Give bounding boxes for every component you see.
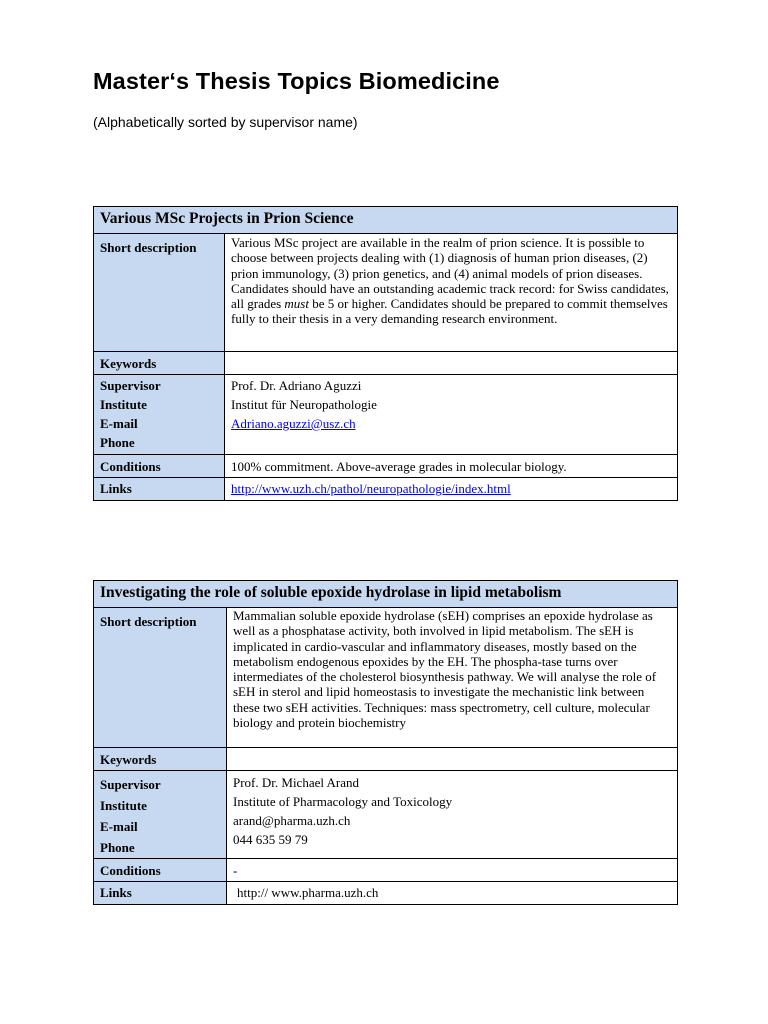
topic-heading: Investigating the role of soluble epoxide hydrolase in lipid metabolism (94, 581, 678, 608)
supervisor-values (227, 771, 678, 859)
conditions-row (94, 859, 678, 882)
label-keywords (94, 748, 227, 771)
links-row (94, 478, 678, 501)
keywords-value (225, 352, 678, 375)
conditions-text: - (233, 863, 238, 878)
keywords-value (227, 748, 678, 771)
links-value (225, 478, 678, 501)
supervisor-row (94, 771, 678, 859)
label-conditions (94, 455, 225, 478)
keywords-row (94, 352, 678, 375)
topic-heading: Various MSc Projects in Prion Science (94, 207, 678, 234)
institute-name: Institute of Pharmacology and Toxicology (233, 794, 453, 809)
label-text: Short description (100, 240, 197, 255)
supervisor-name: Prof. Dr. Michael Arand (233, 775, 360, 790)
phone-value: 044 635 59 79 (233, 832, 308, 847)
email-value: arand@pharma.uzh.ch (233, 813, 351, 828)
label-text: Conditions (100, 863, 161, 878)
supervisor-name: Prof. Dr. Adriano Aguzzi (231, 378, 362, 393)
description-text-cont: be 5 or higher. Candidates should be prepared to commit themselves fully to their thesis in a very demanding research environment. (231, 296, 668, 327)
document-subtitle: (Alphabetically sorted by supervisor name) (93, 114, 358, 130)
website-link[interactable]: http://www.uzh.ch/pathol/neuropathologie/index.html (231, 481, 511, 496)
label-supervisor: Supervisor (100, 777, 161, 792)
conditions-value (225, 455, 678, 478)
label-institute: Institute (100, 397, 147, 412)
label-keywords (94, 352, 225, 375)
topic-heading-row (94, 207, 678, 234)
email-link[interactable]: Adriano.aguzzi@usz.ch (231, 416, 356, 431)
label-short-description (94, 608, 227, 748)
description-text: Various MSc project are available in the realm of prion science. It is possible to choose between projects dealing with (1) diagnosis of human prion diseases, (2) prion immunology, (3) prion genetics, and (4) animal models of prion diseases. Candidates should have an outstanding academic track record: for Swiss candidates, all grades (231, 235, 669, 312)
supervisor-row (94, 375, 678, 455)
label-links (94, 882, 227, 905)
document-title: Master‘s Thesis Topics Biomedicine (93, 68, 500, 94)
supervisor-values (225, 375, 678, 455)
topic-table-seh (93, 580, 678, 905)
label-email: E-mail (100, 416, 138, 431)
label-phone: Phone (100, 435, 135, 450)
label-text: Conditions (100, 459, 161, 474)
description-cell (225, 234, 678, 352)
description-row (94, 234, 678, 352)
website-text: http:// www.pharma.uzh.ch (237, 885, 379, 900)
institute-name: Institut für Neuropathologie (231, 397, 377, 412)
label-supervisor-block (94, 771, 227, 859)
label-text: Keywords (100, 356, 157, 371)
description-row (94, 608, 678, 748)
label-text: Keywords (100, 752, 157, 767)
label-institute: Institute (100, 798, 147, 813)
label-text: Links (100, 481, 132, 496)
label-links (94, 478, 225, 501)
keywords-row (94, 748, 678, 771)
topic-heading-row (94, 581, 678, 608)
description-text: Mammalian soluble epoxide hydrolase (sEH) comprises an epoxide hydrolase as well as a phosphatase activity, both involved in lipid metabolism. The sEH is implicated in cardio-vascular and inflammatory diseases, mostly based on the metabolism endogenous epoxides by the EH. The phospha-tase turns over intermediates of the cholesterol biosynthesis pathway. We will analyse the role of sEH in sterol and lipid homeostasis to investigate the mechanistic link between these two sEH activities. Techniques: mass spectrometry, cell culture, molecular biology and protein biochemistry (233, 608, 657, 731)
label-phone: Phone (100, 840, 135, 855)
label-email: E-mail (100, 819, 138, 834)
description-cell (227, 608, 678, 748)
conditions-value (227, 859, 678, 882)
label-text: Short description (100, 614, 197, 629)
conditions-row (94, 455, 678, 478)
label-short-description (94, 234, 225, 352)
conditions-text: 100% commitment. Above-average grades in molecular biology. (231, 459, 567, 474)
topic-table-prion (93, 206, 678, 501)
links-value (227, 882, 678, 905)
links-row (94, 882, 678, 905)
label-conditions (94, 859, 227, 882)
label-supervisor-block (94, 375, 225, 455)
label-text: Links (100, 885, 132, 900)
label-supervisor: Supervisor (100, 378, 161, 393)
description-emphasis: must (284, 296, 309, 312)
